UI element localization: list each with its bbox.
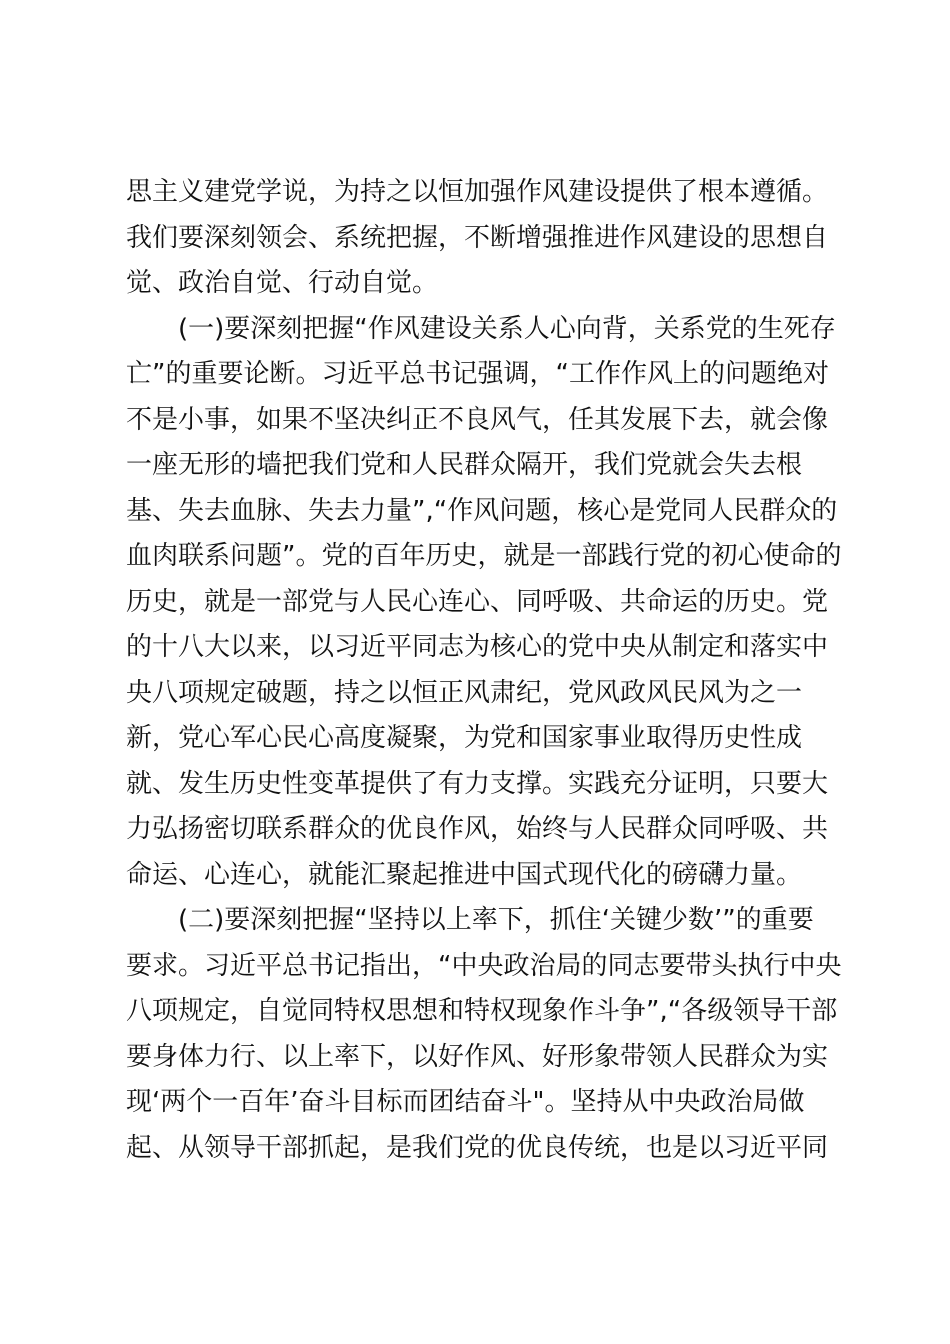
text-line: 觉、政治自觉、行动自觉。: [126, 268, 439, 298]
text-line: 要求。习近平总书记指出，“中央政治局的同志要带头执行中央: [126, 950, 842, 981]
body-text: [126, 170, 846, 1171]
text-line: 现‘两个一百年’奋斗目标而团结奋斗"。坚持从中央政治局做: [126, 1087, 805, 1117]
text-line: 基、失去血脉、失去力量”,“作风问题，核心是党同人民群众的: [126, 495, 838, 526]
section-heading-line: (一)要深刻把握“作风建设关系人心向背，关系党的生死存: [178, 313, 836, 344]
text-line: 不是小事，如果不坚决纠正不良风气，任其发展下去，就会像: [126, 404, 829, 435]
text-line: 命运、心连心，就能汇聚起推进中国式现代化的磅礴力量。: [126, 859, 803, 890]
text-line: 起、从领导干部抓起，是我们党的优良传统，也是以习近平同: [126, 1132, 829, 1163]
text-line: 亡”的重要论断。习近平总书记强调，“工作作风上的问题绝对: [126, 359, 829, 389]
text-line: 央八项规定破题，持之以恒正风肃纪，党风政风民风为之一: [126, 677, 803, 708]
text-line: 的十八大以来，以习近平同志为核心的党中央从制定和落实中: [126, 632, 829, 662]
text-line: 八项规定，自觉同特权思想和特权现象作斗争”,“各级领导干部: [126, 996, 838, 1026]
text-line: 要身体力行、以上率下，以好作风、好形象带领人民群众为实: [126, 1041, 829, 1072]
section-heading-line: (二)要深刻把握“坚持以上率下，抓住‘关键少数’”的重要: [178, 905, 814, 935]
text-line: 力弘扬密切联系群众的优良作风，始终与人民群众同呼吸、共: [126, 814, 829, 844]
text-line: 我们要深刻领会、系统把握，不断增强推进作风建设的思想自: [126, 222, 829, 253]
text-line: 一座无形的墙把我们党和人民群众隔开，我们党就会失去根: [126, 450, 803, 480]
text-line: 思主义建党学说，为持之以恒加强作风建设提供了根本遵循。: [126, 177, 829, 207]
text-line: 血肉联系问题”。党的百年历史，就是一部践行党的初心使命的: [126, 541, 842, 571]
text-line: 历史，就是一部党与人民心连心、同呼吸、共命运的历史。党: [126, 586, 829, 617]
text-line: 新，党心军心民心高度凝聚，为党和国家事业取得历史性成: [126, 723, 803, 753]
text-line: 就、发生历史性变革提供了有力支撑。实践充分证明，只要大: [126, 768, 829, 799]
